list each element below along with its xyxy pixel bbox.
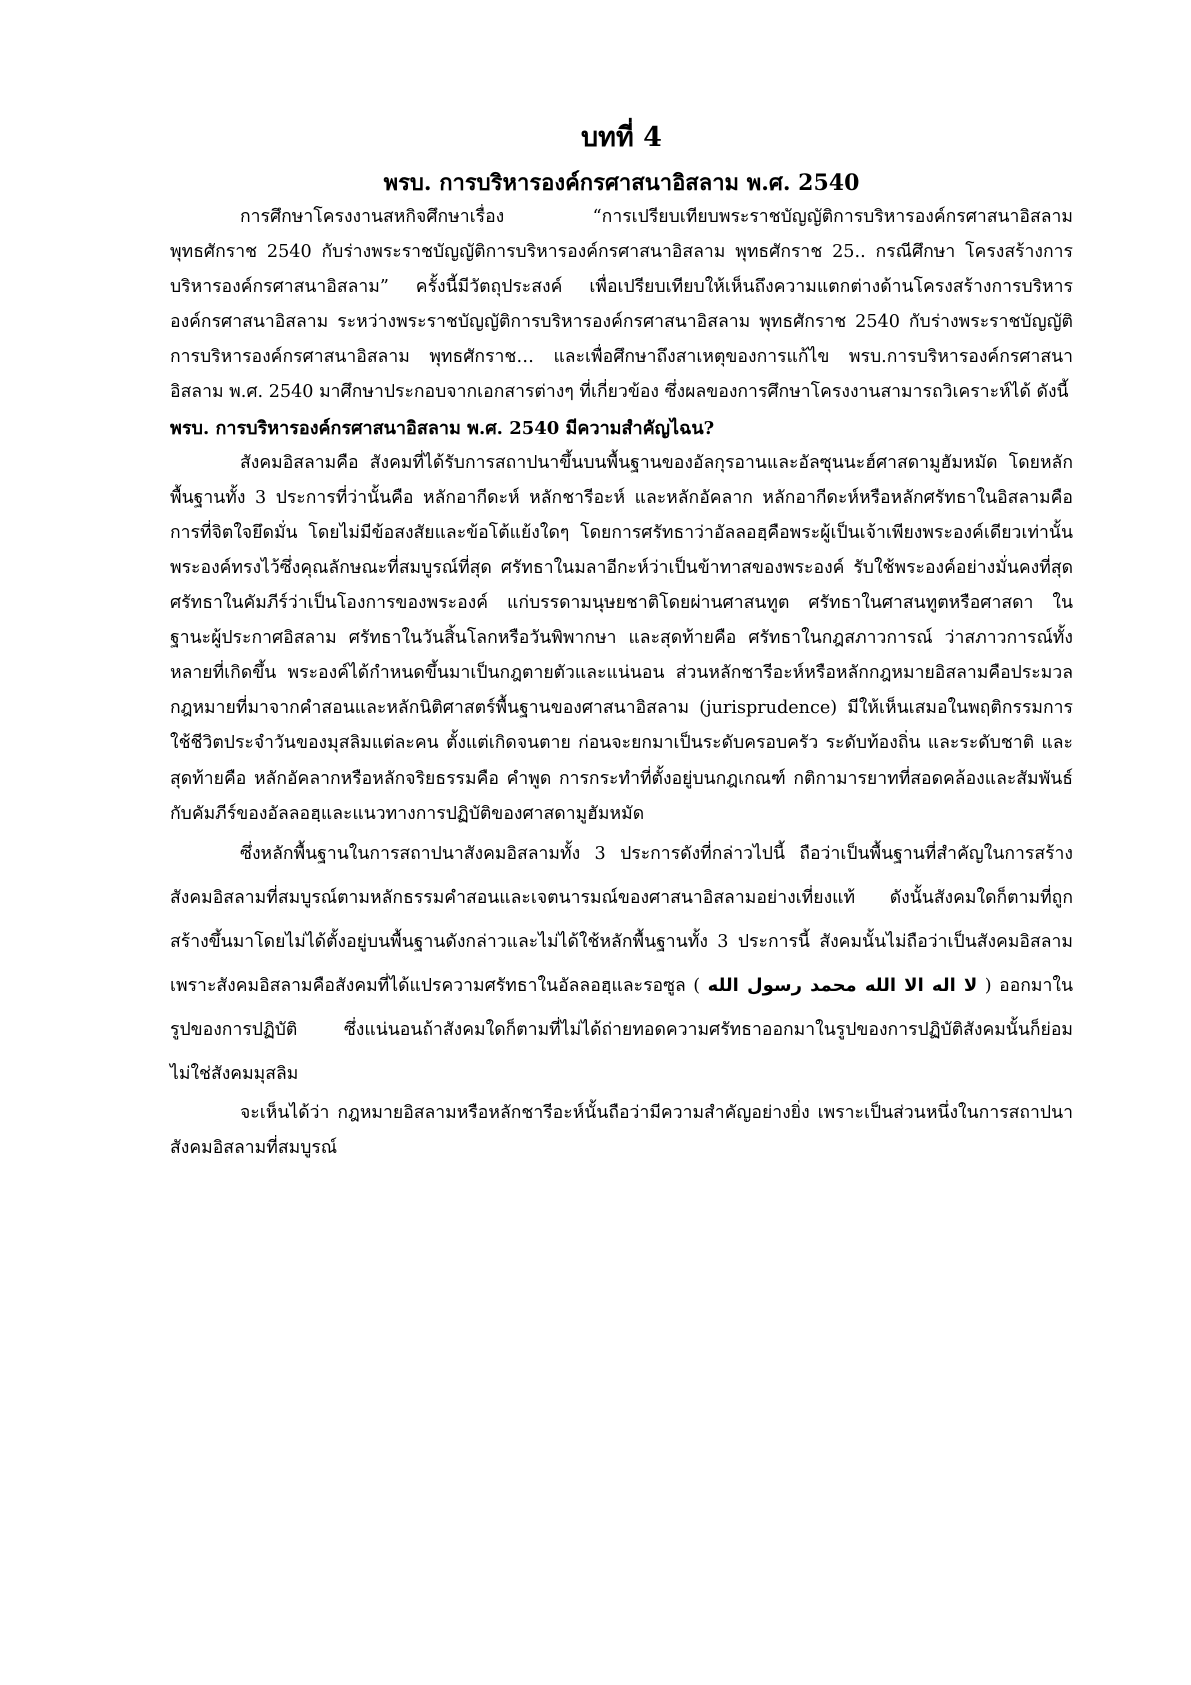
body-paragraph-2 — [170, 832, 1073, 1096]
intro-paragraph: การศึกษาโครงงานสหกิจศึกษาเรื่อง “การเปรียบเทียบพระราชบัญญัติการบริหารองค์กรศาสนาอิสลาม พุทธศักราช 2540 กับร่างพระราชบัญญัติการบริหารองค์กรศาสนาอิสลาม พุทธศักราช 25.. กรณีศึกษา โครงสร้างการบริหารองค์กรศาสนาอิสลาม” ครั้งนี้มีวัตถุประสงค์ เพื่อเปรียบเทียบให้เห็นถึงความแตกต่างด้านโครงสร้างการบริหารองค์กรศาสนาอิสลาม ระหว่างพระราชบัญญัติการบริหารองค์กรศาสนาอิสลาม พุทธศักราช 2540 กับร่างพระราชบัญญัติการบริหารองค์กรศาสนาอิสลาม พุทธศักราช… และเพื่อศึกษาถึงสาเหตุของการแก้ไข พรบ.การบริหารองค์กรศาสนาอิสลาม พ.ศ. 2540 มาศึกษาประกอบจากเอกสารต่างๆ ที่เกี่ยวข้อง ซึ่งผลของการศึกษาโครงงานสามารถวิเคราะห์ได้ ดังนี้ — [170, 207, 1073, 403]
shahada-arabic-text: لا اله الا الله محمد رسول الله — [707, 974, 978, 996]
body-paragraph-1: สังคมอิสลามคือ สังคมที่ได้รับการสถาปนาขึ้นบนพื้นฐานของอัลกุรอานและอัลซุนนะฮ์ศาสดามูฮัมหมัด โดยหลักพื้นฐานทั้ง 3 ประการที่ว่านั้นคือ หลักอากีดะห์ หลักชารีอะห์ และหลักอัคลาก หลักอากีดะห์หรือหลักศรัทธาในอิสลามคือ การที่จิตใจยึดมั่น โดยไม่มีข้อสงสัยและข้อโต้แย้งใดๆ โดยการศรัทธาว่าอัลลอฮฺคือพระผู้เป็นเจ้าเพียงพระองค์เดียวเท่านั้น พระองค์ทรงไว้ซึ่งคุณลักษณะที่สมบูรณ์ที่สุด ศรัทธาในมลาอีกะห์ว่าเป็นข้าทาสของพระองค์ รับใช้พระองค์อย่างมั่นคงที่สุด ศรัทธาในคัมภีร์ว่าเป็นโองการของพระองค์ แก่บรรดามนุษยชาติโดยผ่านศาสนทูต ศรัทธาในศาสนทูตหรือศาสดา ในฐานะผู้ประกาศอิสลาม ศรัทธาในวันสิ้นโลกหรือวันพิพากษา และสุดท้ายคือ ศรัทธาในกฎสภาวการณ์ ว่าสภาวการณ์ทั้งหลายที่เกิดขึ้น พระองค์ได้กำหนดขึ้นมาเป็นกฎตายตัวและแน่นอน ส่วนหลักชารีอะห์หรือหลักกฎหมายอิสลามคือประมวลกฎหมายที่มาจากคำสอนและหลักนิติศาสตร์พื้นฐานของศาสนาอิสลาม (jurisprudence) มีให้เห็นเสมอในพฤติกรรมการใช้ชีวิตประจำวันของมุสลิมแต่ละคน ตั้งแต่เกิดจนตาย ก่อนจะยกมาเป็นระดับครอบครัว ระดับท้องถิ่น และระดับชาติ และสุดท้ายคือ หลักอัคลากหรือหลักจริยธรรมคือ คำพูด การกระทำที่ตั้งอยู่บนกฎเกณฑ์ กติกามารยาทที่สอดคล้องและสัมพันธ์กับคัมภีร์ของอัลลอฮฺและแนวทางการปฏิบัติของศาสดามูฮัมหมัด — [170, 452, 1073, 824]
body-paragraph-2-after: ) ออกมาในรูปของการปฏิบัติ ซึ่งแน่นอนถ้าสังคมใดก็ตามที่ไม่ได้ถ่ายทอดความศรัทธาออกมาในรูปของการปฏิบัติสังคมนั้นก็ย่อมไม่ใช่สังคมมุสลิม — [170, 975, 1074, 1084]
section-heading: พรบ. การบริหารองค์กรศาสนาอิสลาม พ.ศ. 2540 มีความสำคัญไฉน? — [170, 417, 715, 439]
body-paragraph-3: จะเห็นได้ว่า กฎหมายอิสลามหรือหลักชารีอะห์นั้นถือว่ามีความสำคัญอย่างยิ่ง เพราะเป็นส่วนหนึ่งในการสถาปนาสังคมอิสลามที่สมบูรณ์ — [170, 1102, 1073, 1158]
chapter-title: พรบ. การบริหารองค์กรศาสนาอิสลาม พ.ศ. 2540 — [383, 170, 860, 196]
body-paragraph-2-before: ซึ่งหลักพื้นฐานในการสถาปนาสังคมอิสลามทั้ง 3 ประการดังที่กล่าวไปนี้ ถือว่าเป็นพื้นฐานที่สำคัญในการสร้างสังคมอิสลามที่สมบูรณ์ตามหลักธรรมคำสอนและเจตนารมณ์ของศาสนาอิสลามอย่างเที่ยงแท้ ดังนั้นสังคมใดก็ตามที่ถูกสร้างขึ้นมาโดยไม่ได้ตั้งอยู่บนพื้นฐานดังกล่าวและไม่ได้ใช้หลักพื้นฐานทั้ง 3 ประการนี้ สังคมนั้นไม่ถือว่าเป็นสังคมอิสลาม เพราะสังคมอิสลามคือสังคมที่ได้แปรความศรัทธาในอัลลอฮฺและรอซูล ( — [170, 843, 1073, 996]
chapter-number: บทที่ 4 — [581, 122, 662, 153]
